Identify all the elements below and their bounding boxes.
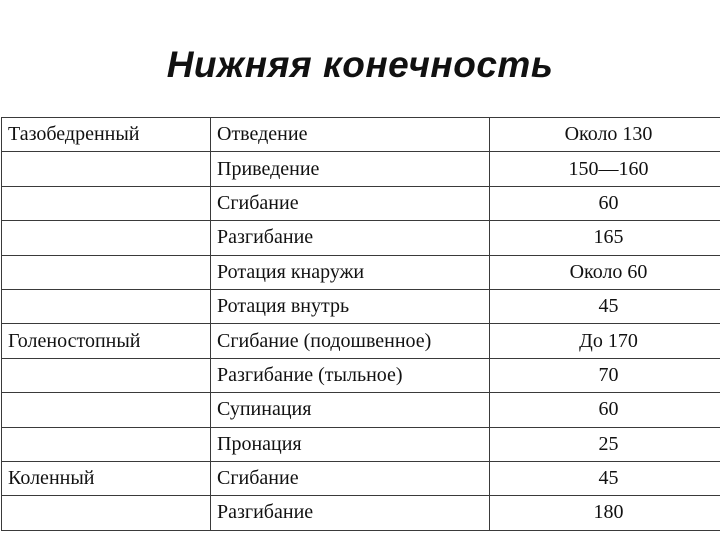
table-row bbox=[2, 118, 720, 152]
joint-cell bbox=[2, 186, 211, 220]
table-row bbox=[2, 221, 720, 255]
table-row bbox=[2, 427, 720, 461]
value-cell: 180 bbox=[490, 496, 720, 530]
table-row bbox=[2, 496, 720, 530]
movement-cell: Сгибание bbox=[211, 186, 490, 220]
joint-cell bbox=[2, 496, 211, 530]
value-cell: 150—160 bbox=[490, 152, 720, 186]
joint-cell bbox=[2, 255, 211, 289]
movement-cell: Супинация bbox=[211, 393, 490, 427]
movement-cell: Отведение bbox=[211, 118, 490, 152]
value-cell: 60 bbox=[490, 186, 720, 220]
table-row bbox=[2, 393, 720, 427]
joint-cell bbox=[2, 289, 211, 323]
joint-cell bbox=[2, 152, 211, 186]
joint-cell bbox=[2, 393, 211, 427]
movement-cell: Сгибание bbox=[211, 461, 490, 495]
movement-cell: Ротация кнаружи bbox=[211, 255, 490, 289]
joint-cell bbox=[2, 427, 211, 461]
movement-cell: Разгибание bbox=[211, 221, 490, 255]
joint-range-table bbox=[1, 117, 720, 531]
movement-cell: Разгибание (тыльное) bbox=[211, 358, 490, 392]
value-cell: 60 bbox=[490, 393, 720, 427]
page-title: Нижняя конечность bbox=[166, 44, 554, 85]
value-cell: 45 bbox=[490, 461, 720, 495]
joint-cell: Тазобедренный bbox=[2, 118, 211, 152]
joint-cell: Коленный bbox=[2, 461, 211, 495]
table-row bbox=[2, 461, 720, 495]
table-row bbox=[2, 324, 720, 358]
value-cell: 45 bbox=[490, 289, 720, 323]
joint-cell bbox=[2, 221, 211, 255]
movement-cell: Ротация внутрь bbox=[211, 289, 490, 323]
movement-cell: Приведение bbox=[211, 152, 490, 186]
value-cell: До 170 bbox=[490, 324, 720, 358]
table-row bbox=[2, 255, 720, 289]
table-row bbox=[2, 358, 720, 392]
table-row bbox=[2, 152, 720, 186]
table-row bbox=[2, 289, 720, 323]
joint-cell: Голеностопный bbox=[2, 324, 211, 358]
movement-cell: Пронация bbox=[211, 427, 490, 461]
value-cell: Около 60 bbox=[490, 255, 720, 289]
value-cell: 70 bbox=[490, 358, 720, 392]
movement-cell: Сгибание (подошвенное) bbox=[211, 324, 490, 358]
table-row bbox=[2, 186, 720, 220]
movement-cell: Разгибание bbox=[211, 496, 490, 530]
value-cell: 25 bbox=[490, 427, 720, 461]
value-cell: 165 bbox=[490, 221, 720, 255]
joint-cell bbox=[2, 358, 211, 392]
value-cell: Около 130 bbox=[490, 118, 720, 152]
